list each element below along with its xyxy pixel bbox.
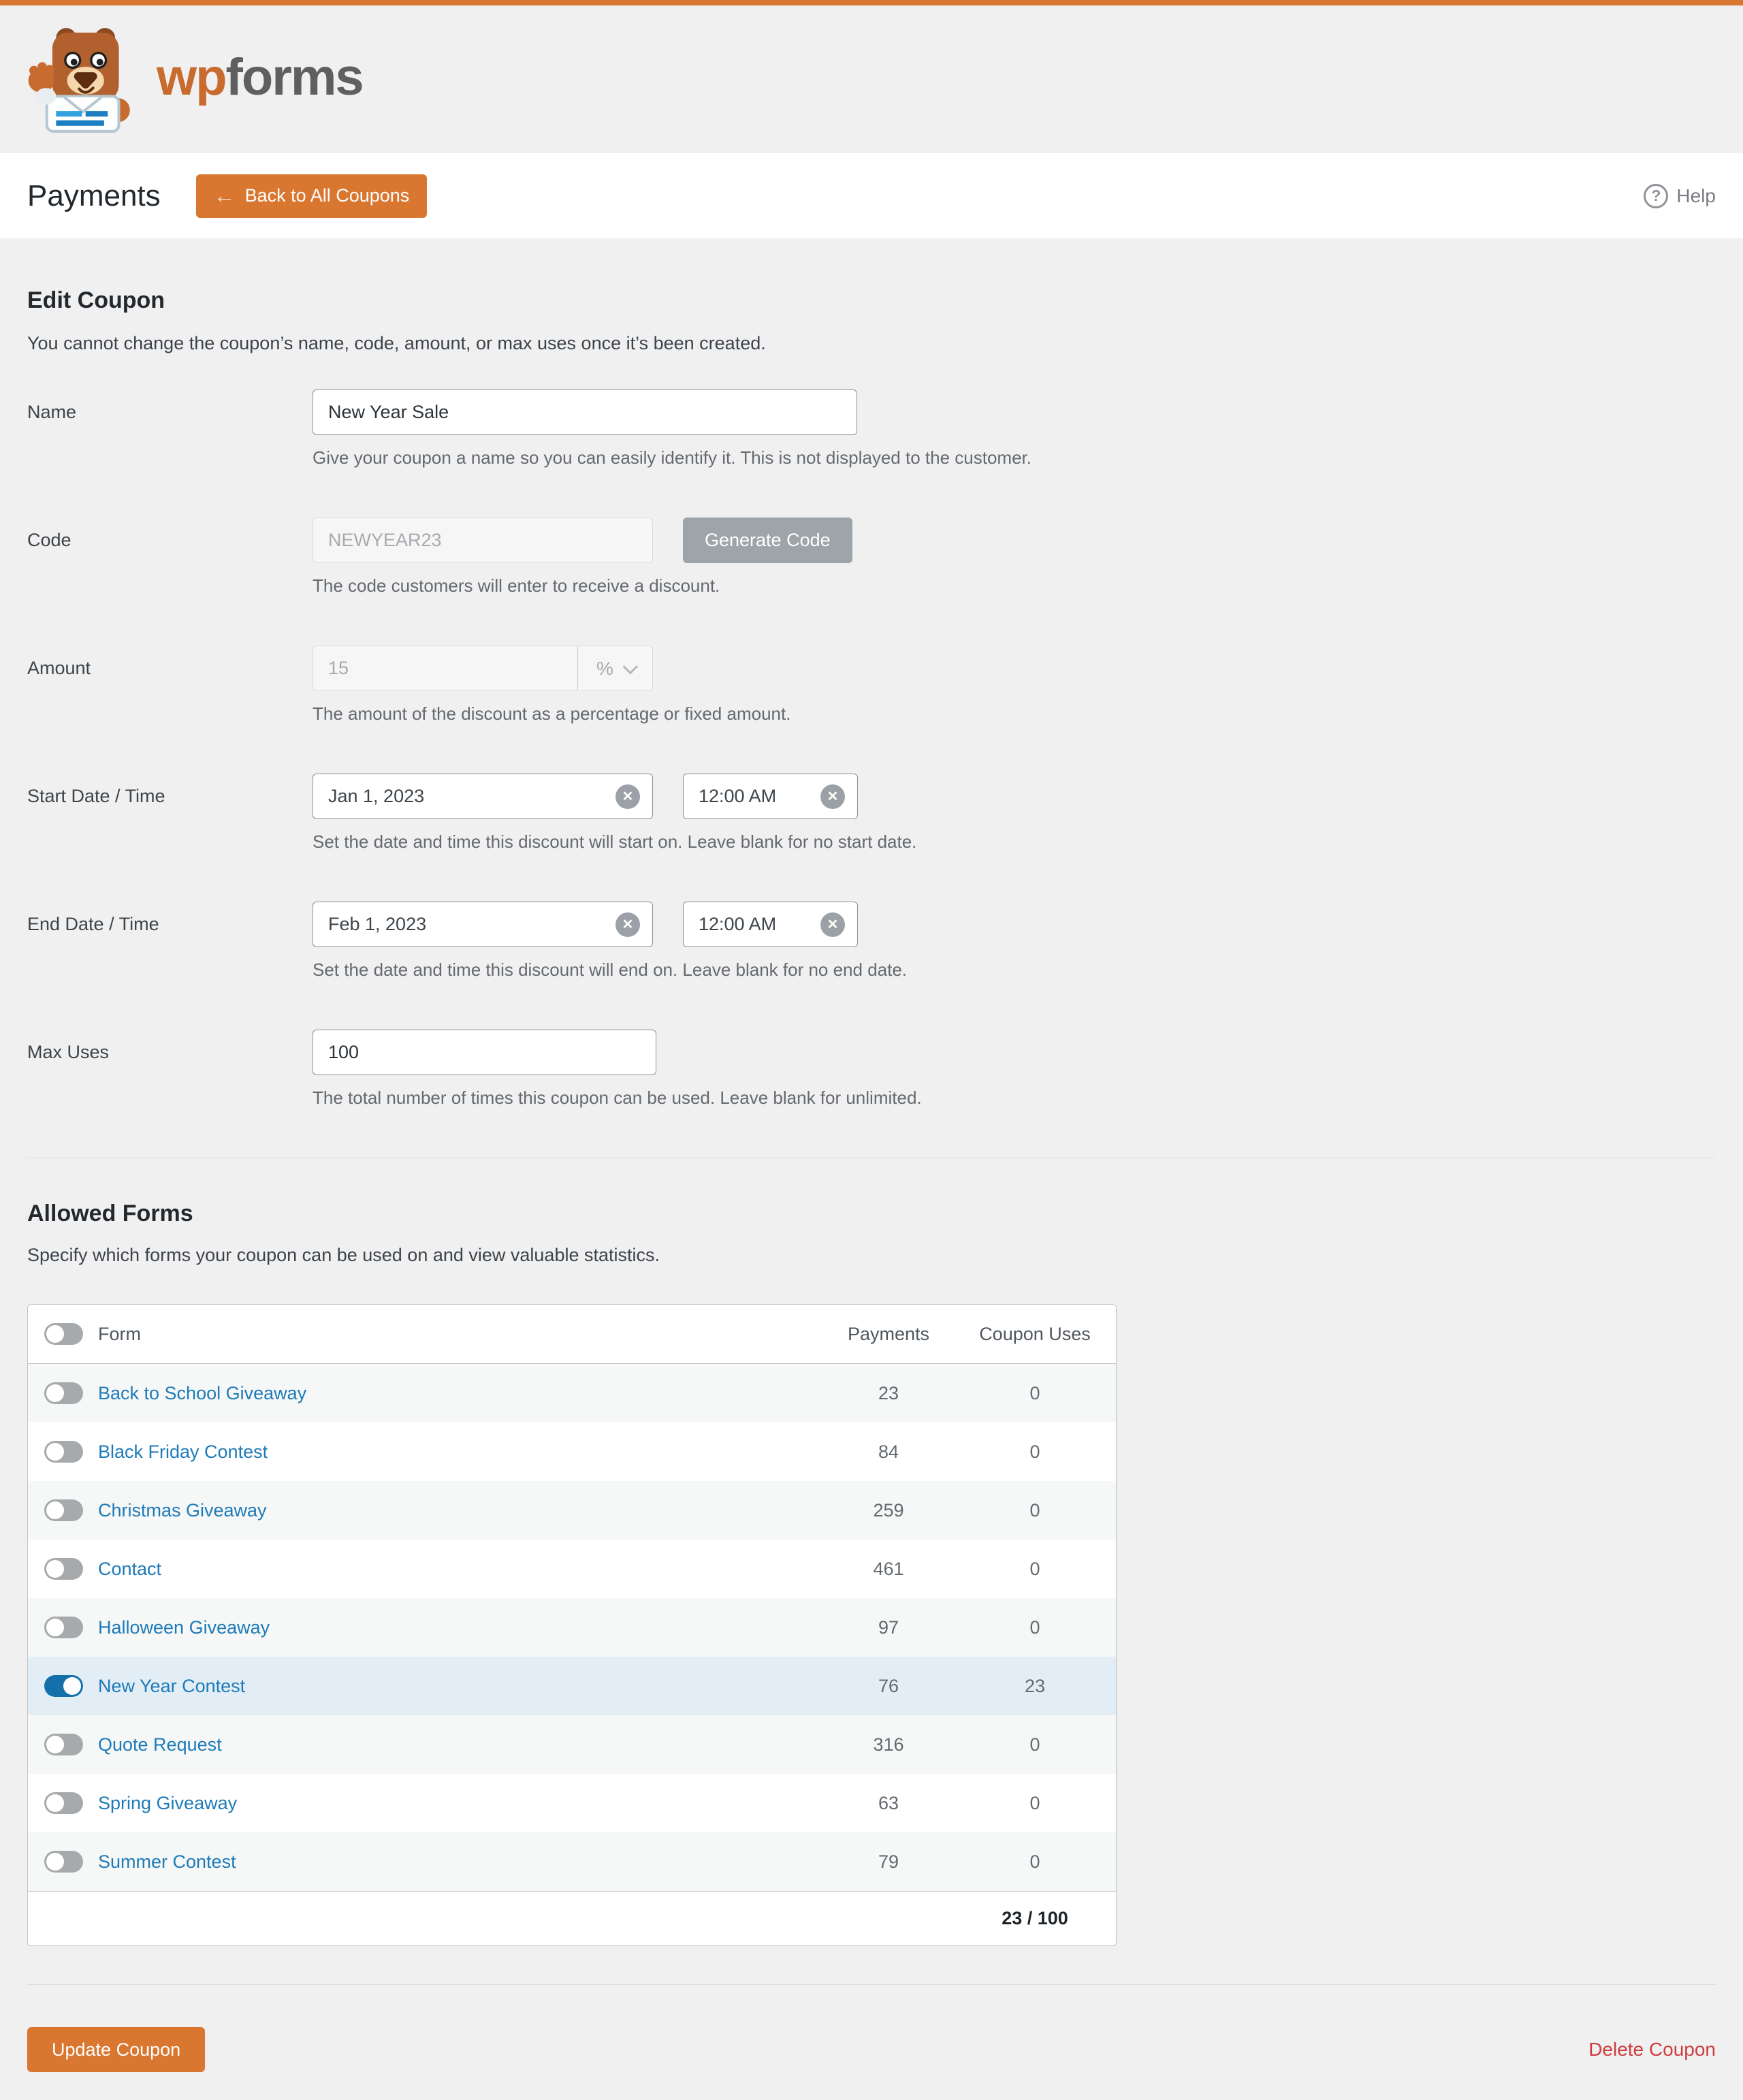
- end-label: End Date / Time: [27, 914, 159, 934]
- table-row: [28, 1481, 1116, 1540]
- end-date-input[interactable]: [313, 902, 653, 947]
- coupon-uses-count: 0: [1029, 1382, 1040, 1403]
- form-link[interactable]: Summer Contest: [98, 1851, 236, 1872]
- amount-field-row: [27, 646, 1716, 725]
- coupon-uses-total: 23 / 100: [1002, 1908, 1068, 1928]
- edit-coupon-description: You cannot change the coupon’s name, code, amount, or max uses once it’s been created.: [27, 333, 766, 353]
- page-title: Payments: [27, 178, 161, 212]
- form-toggle-switch[interactable]: [44, 1382, 83, 1404]
- form-toggle-switch[interactable]: [44, 1851, 83, 1873]
- end-time-input[interactable]: [683, 902, 858, 947]
- delete-coupon-link[interactable]: Delete Coupon: [1588, 2039, 1716, 2060]
- table-row: [28, 1540, 1116, 1598]
- amount-unit-value: %: [596, 657, 613, 679]
- form-toggle-switch[interactable]: [44, 1441, 83, 1463]
- start-time-input[interactable]: [683, 774, 858, 819]
- max-uses-input[interactable]: [313, 1030, 656, 1075]
- column-header-form: Form: [98, 1323, 141, 1344]
- coupon-uses-count: 0: [1029, 1734, 1040, 1755]
- name-help-text: Give your coupon a name so you can easily identify it. This is not displayed to the customer.: [313, 447, 1032, 468]
- edit-coupon-heading: Edit Coupon: [27, 287, 165, 313]
- table-row: [28, 1598, 1116, 1657]
- form-link[interactable]: New Year Contest: [98, 1675, 246, 1696]
- help-link[interactable]: [1644, 184, 1716, 208]
- back-arrow-icon: [214, 185, 236, 208]
- bottom-divider: [27, 1984, 1716, 1985]
- back-button-label: Back to All Coupons: [244, 185, 410, 206]
- form-link[interactable]: Back to School Giveaway: [98, 1382, 307, 1403]
- form-link[interactable]: Black Friday Contest: [98, 1441, 268, 1462]
- max-uses-label: Max Uses: [27, 1042, 110, 1062]
- amount-value: 15: [328, 658, 349, 678]
- clear-icon[interactable]: [820, 912, 845, 937]
- payments-count: 97: [878, 1617, 899, 1638]
- form-toggle-switch[interactable]: [44, 1558, 83, 1580]
- start-date-input[interactable]: [313, 774, 653, 819]
- payments-count: 79: [878, 1851, 899, 1872]
- table-header-row: [28, 1305, 1116, 1364]
- toggle-all-switch[interactable]: [44, 1323, 83, 1345]
- table-row: [28, 1715, 1116, 1774]
- form-link[interactable]: Quote Request: [98, 1734, 222, 1755]
- amount-help-text: The amount of the discount as a percentage or fixed amount.: [313, 703, 791, 724]
- allowed-forms-table: [27, 1304, 1117, 1946]
- code-field-row: [27, 518, 1716, 596]
- table-row: [28, 1422, 1116, 1481]
- end-date-value: Feb 1, 2023: [328, 914, 427, 934]
- form-toggle-switch[interactable]: [44, 1734, 83, 1755]
- max-uses-help-text: The total number of times this coupon can be used. Leave blank for unlimited.: [313, 1087, 922, 1108]
- table-row: [28, 1364, 1116, 1422]
- end-time-value: 12:00 AM: [699, 914, 777, 934]
- end-help-text: Set the date and time this discount will end on. Leave blank for no end date.: [313, 959, 908, 980]
- coupon-uses-count: 23: [1024, 1675, 1046, 1696]
- update-coupon-button[interactable]: Update Coupon: [27, 2027, 205, 2072]
- wpforms-wordmark: [157, 48, 363, 107]
- column-header-coupon-uses: Coupon Uses: [979, 1323, 1091, 1344]
- clear-icon[interactable]: [615, 784, 640, 809]
- payments-count: 259: [873, 1499, 904, 1521]
- payments-count: 23: [878, 1382, 899, 1403]
- top-accent-bar: [0, 0, 1743, 5]
- start-label: Start Date / Time: [27, 786, 165, 806]
- name-field-row: [27, 389, 1716, 468]
- form-link[interactable]: Spring Giveaway: [98, 1792, 238, 1813]
- main-content: [0, 238, 1743, 2100]
- clear-icon[interactable]: [820, 784, 845, 809]
- coupon-uses-count: 0: [1029, 1558, 1040, 1579]
- code-help-text: The code customers will enter to receive a discount.: [313, 575, 720, 596]
- help-icon: [1644, 184, 1668, 208]
- payments-count: 316: [873, 1734, 904, 1755]
- clear-icon[interactable]: [615, 912, 640, 937]
- amount-input[interactable]: [313, 646, 653, 691]
- coupon-form: [27, 389, 1716, 1109]
- table-row: [28, 1774, 1116, 1832]
- code-input[interactable]: [313, 518, 653, 563]
- wpforms-logo: [20, 25, 363, 134]
- wordmark-forms: forms: [225, 48, 363, 106]
- wordmark-wp: wp: [157, 48, 226, 106]
- table-body: [28, 1364, 1116, 1891]
- help-label: Help: [1676, 185, 1716, 206]
- coupon-uses-count: 0: [1029, 1851, 1040, 1872]
- chevron-down-icon: [622, 658, 638, 674]
- allowed-forms-heading: Allowed Forms: [27, 1200, 193, 1226]
- column-header-payments: Payments: [847, 1323, 930, 1344]
- form-toggle-switch[interactable]: [44, 1617, 83, 1638]
- toolbar: [0, 153, 1743, 238]
- payments-count: 63: [878, 1792, 899, 1813]
- start-time-value: 12:00 AM: [699, 786, 777, 806]
- payments-count: 461: [873, 1558, 904, 1579]
- end-field-row: [27, 902, 1716, 981]
- code-label: Code: [27, 530, 71, 550]
- payments-count: 76: [878, 1675, 899, 1696]
- brand-header: [0, 5, 1743, 153]
- actions-bar: [27, 2027, 1716, 2072]
- table-row: [28, 1657, 1116, 1715]
- table-row: [28, 1832, 1116, 1891]
- payments-count: 84: [878, 1441, 899, 1462]
- coupon-uses-count: 0: [1029, 1792, 1040, 1813]
- start-date-value: Jan 1, 2023: [328, 786, 425, 806]
- form-link[interactable]: Halloween Giveaway: [98, 1617, 270, 1638]
- coupon-uses-count: 0: [1029, 1499, 1040, 1521]
- coupon-uses-count: 0: [1029, 1441, 1040, 1462]
- allowed-forms-description: Specify which forms your coupon can be used on and view valuable statistics.: [27, 1245, 660, 1265]
- amount-unit-select[interactable]: [577, 646, 652, 690]
- max-uses-field-row: [27, 1030, 1716, 1109]
- start-field-row: [27, 774, 1716, 853]
- name-input[interactable]: [313, 389, 857, 435]
- form-toggle-switch[interactable]: [44, 1792, 83, 1814]
- generate-code-button[interactable]: Generate Code: [683, 518, 852, 563]
- back-to-all-coupons-button[interactable]: [196, 174, 428, 218]
- form-link[interactable]: Contact: [98, 1558, 162, 1579]
- wpforms-bear-icon: [20, 25, 147, 134]
- form-link[interactable]: Christmas Giveaway: [98, 1499, 267, 1521]
- form-toggle-switch[interactable]: [44, 1499, 83, 1521]
- amount-label: Amount: [27, 658, 91, 678]
- table-footer-row: [28, 1891, 1116, 1945]
- start-help-text: Set the date and time this discount will start on. Leave blank for no start date.: [313, 831, 917, 852]
- form-toggle-switch[interactable]: [44, 1675, 83, 1697]
- name-label: Name: [27, 402, 77, 422]
- coupon-uses-count: 0: [1029, 1617, 1040, 1638]
